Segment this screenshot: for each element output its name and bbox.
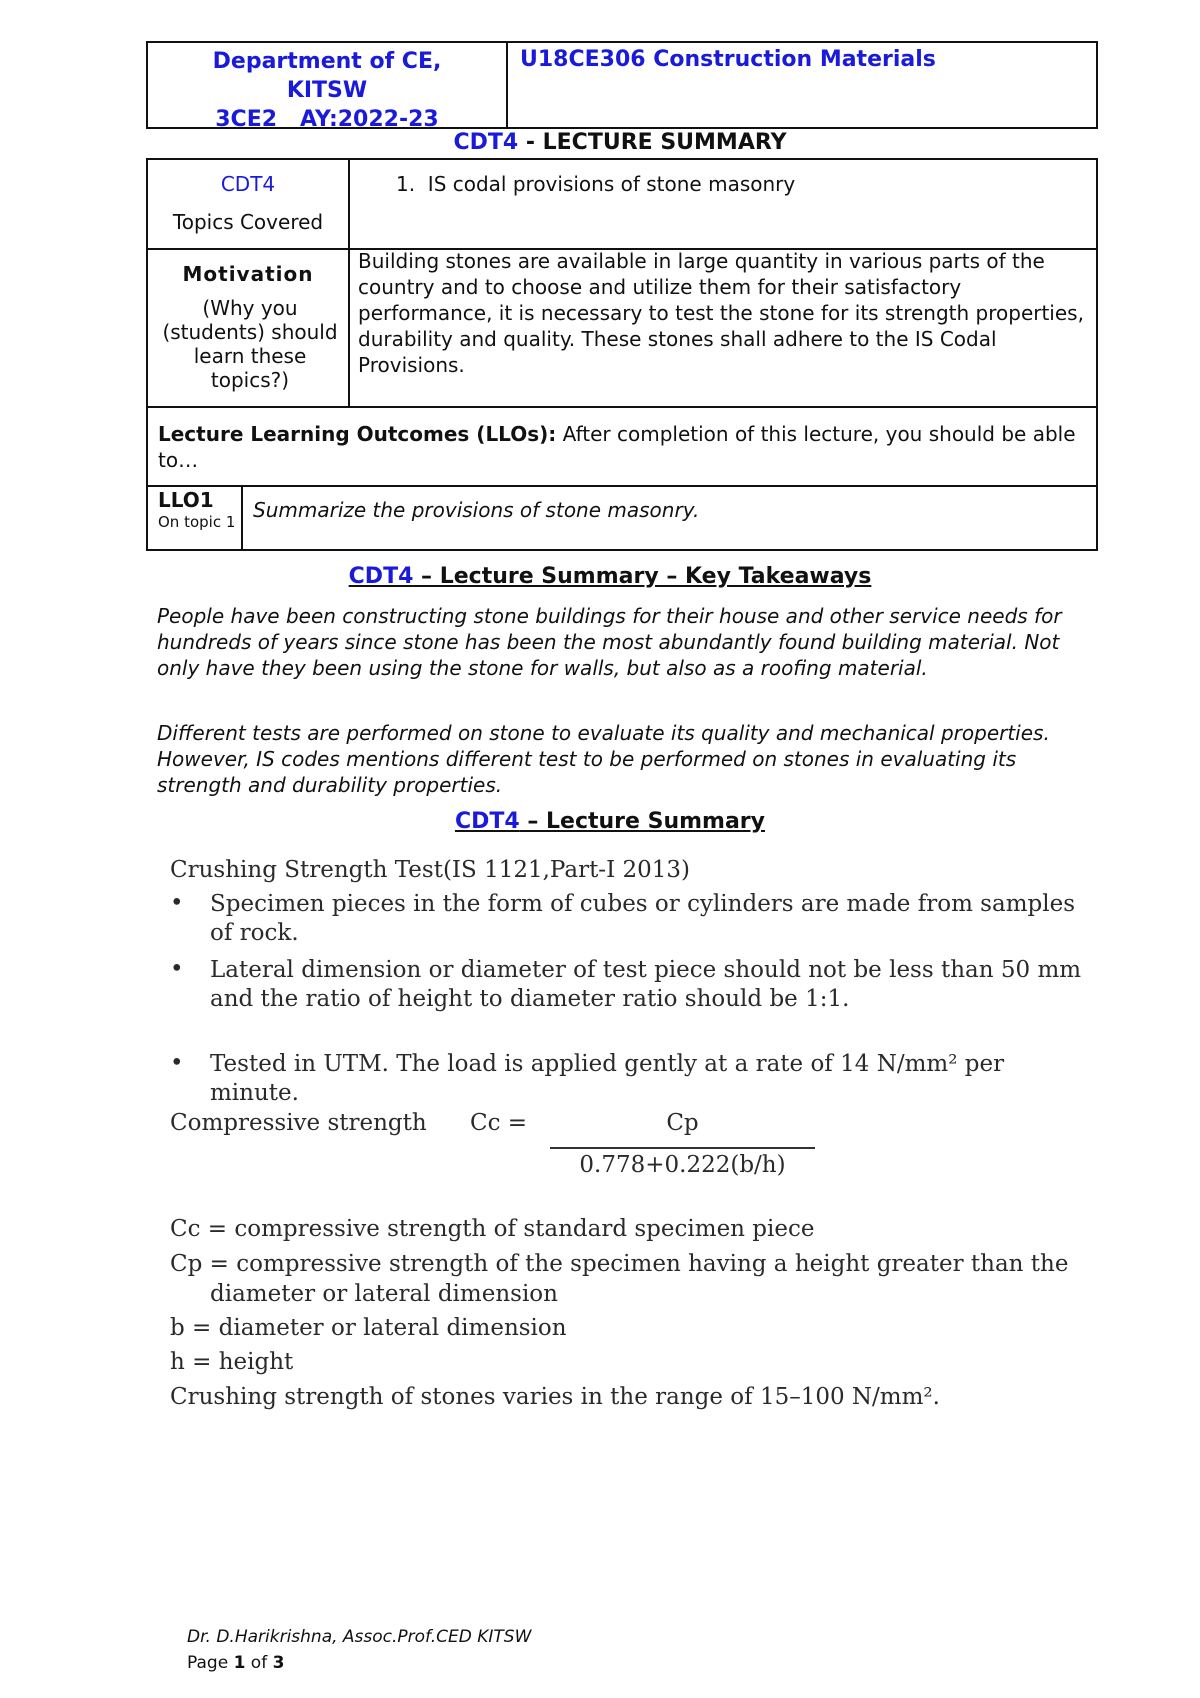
crushing-test-title: Crushing Strength Test(IS 1121,Part-I 2013) (170, 857, 690, 883)
takeaways-paragraph-2: Different tests are performed on stone to evaluate its quality and mechanical properties. However, IS codes mentions different test to be performed on stones in evaluating its strength and durability properties. (157, 721, 1050, 797)
definition-item: h = height (170, 1349, 294, 1375)
department-cell (148, 43, 508, 132)
formula-label: Compressive strength (170, 1110, 427, 1136)
page-total: 3 (272, 1653, 285, 1673)
divider (348, 160, 350, 406)
summary2-title-prefix: CDT4 (454, 809, 520, 834)
page-mid: of (245, 1653, 273, 1673)
llo1-label: LLO1 (158, 488, 214, 512)
definition-item: b = diameter or lateral dimension (170, 1315, 567, 1341)
llo1-text: Summarize the provisions of stone masonry. (253, 498, 700, 522)
bullet-icon: • (170, 1050, 184, 1076)
formula-lhs: Cc = (470, 1110, 528, 1136)
header-table (146, 41, 1098, 132)
takeaways-paragraph-1: People have been constructing stone buildings for their house and other service needs for hundreds of years since stone has been the most abundantly found building material. Not only have they been using the stone for walls, but also as a roofing material. (157, 604, 1062, 680)
formula-denominator: 0.778+0.222(b/h) (579, 1152, 786, 1178)
page-number (187, 1653, 284, 1673)
dept-line3: 3CE2 AY:2022-23 (215, 107, 439, 132)
summary-title-suffix: - LECTURE SUMMARY (518, 130, 787, 155)
llo-label: Lecture Learning Outcomes (LLOs): (158, 422, 557, 446)
motivation-text: Building stones are available in large quantity in various parts of the country and to choose and utilize them for their satisfactory performance, it is necessary to test the stone for its strength properties, durability and quality. These stones shall adhere to the IS Codal Provisions. (358, 249, 1084, 377)
key-takeaways-title (0, 564, 1200, 589)
page-current: 1 (233, 1653, 246, 1673)
bullet-item: Lateral dimension or diameter of test piece should not be less than 50 mm and the ratio of height to diameter ratio should be 1:1. (210, 957, 1082, 1012)
definition-item: Crushing strength of stones varies in the range of 15–100 N/mm². (170, 1384, 940, 1410)
topics-label: Topics Covered (172, 210, 324, 234)
lecture-summary-title (0, 130, 1200, 155)
bullet-icon: • (170, 890, 184, 916)
motivation-sub: (Why you (students) should learn these topics?) (162, 296, 338, 392)
definition-item: Cc = compressive strength of standard specimen piece (170, 1216, 815, 1242)
lecture-info-table (146, 158, 1098, 551)
summary-section-title (0, 809, 1200, 834)
takeaways-title-suffix: – Lecture Summary – Key Takeaways (413, 564, 872, 589)
page-prefix: Page (187, 1653, 234, 1673)
bullet-item: Tested in UTM. The load is applied gently at a rate of 14 N/mm² per minute. (210, 1051, 1005, 1106)
divider (148, 485, 1096, 487)
dept-line2: KITSW (286, 78, 368, 103)
summary-title-prefix: CDT4 (453, 130, 519, 155)
llo1-topic: On topic 1 (158, 513, 236, 531)
bullet-item: Specimen pieces in the form of cubes or cylinders are made from samples of rock. (210, 891, 1076, 946)
dept-line1: Department of CE, (212, 49, 442, 74)
definition-item: Cp = compressive strength of the specimen having a height greater than the diameter or lateral dimension (170, 1251, 1069, 1307)
bullet-icon: • (170, 956, 184, 982)
formula-numerator: Cp (666, 1110, 699, 1136)
topic-text: IS codal provisions of stone masonry (427, 172, 796, 196)
cdt-label: CDT4 (220, 172, 276, 196)
topic-item-1: 1. IS codal provisions of stone masonry (396, 172, 796, 196)
llo-intro (158, 421, 1078, 473)
footer-author: Dr. D.Harikrishna, Assoc.Prof.CED KITSW (187, 1627, 532, 1647)
summary2-title-suffix: – Lecture Summary (519, 809, 766, 834)
fraction-bar (550, 1147, 815, 1149)
divider (148, 406, 1096, 408)
motivation-label: Motivation (182, 262, 314, 286)
llo-intro-text: After completion of this lecture, you should be able to… (158, 422, 1076, 472)
course-title: U18CE306 Construction Materials (520, 47, 936, 72)
takeaways-title-prefix: CDT4 (348, 564, 414, 589)
